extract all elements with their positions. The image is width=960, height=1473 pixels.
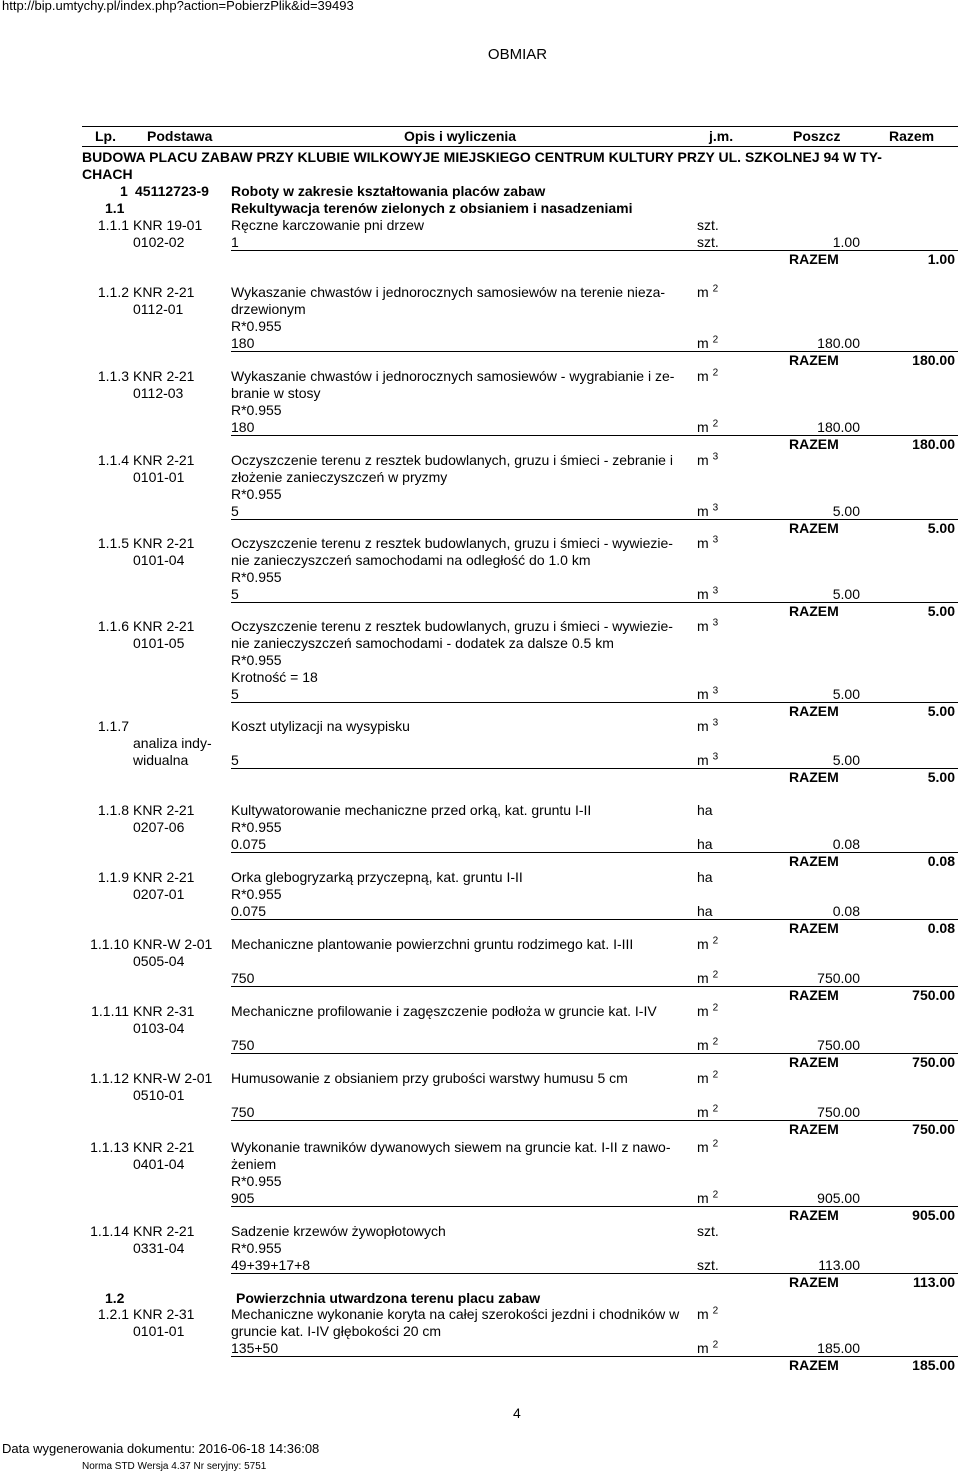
item-lp: 1.1.10 (90, 936, 129, 952)
section-1-2-lp: 1.2 (105, 1290, 125, 1306)
construction-name: BUDOWA PLACU ZABAW PRZY KLUBIE WILKOWYJE MIEJSKIEGO CENTRUM KULTURY PRZY UL. SZKOLNEJ 94 W TY- (82, 149, 882, 165)
item-separator (231, 702, 958, 703)
item-podstawa: 0112-03 (133, 385, 184, 401)
item-description: Mechaniczne profilowanie i zagęszczenie podłoża w gruncie kat. I-IV (231, 1003, 657, 1019)
item-unit: m $^2$ (697, 1138, 719, 1155)
item-description: Wykaszanie chwastów i jednorocznych samosiewów - wygrabianie i ze- (231, 368, 675, 384)
item-calc-unit: ha (697, 903, 713, 919)
item-separator (231, 519, 958, 520)
item-razem-label: RAZEM (789, 1207, 839, 1223)
item-calc-formula: R*0.955 (231, 569, 282, 585)
item-podstawa: KNR 2-21 (133, 869, 195, 885)
item-calc-value: 1 (231, 234, 239, 250)
item-podstawa: KNR 2-31 (133, 1306, 195, 1322)
item-razem-value: 750.00 (912, 987, 955, 1003)
item-unit: m $^2$ (697, 1305, 719, 1322)
item-podstawa: 0102-02 (133, 234, 185, 250)
item-lp: 1.2.1 (97, 1306, 129, 1322)
item-description: gruncie kat. I-IV głębokości 20 cm (231, 1323, 442, 1339)
item-podstawa: 0207-01 (133, 886, 185, 902)
item-razem-value: 180.00 (912, 436, 955, 452)
col-razem-header: Razem (889, 128, 935, 144)
header-top-rule (82, 126, 958, 127)
item-podstawa: analiza indy- (133, 735, 212, 751)
item-separator (231, 768, 958, 769)
item-separator (231, 1206, 958, 1207)
item-description: Mechaniczne plantowanie powierzchni gruntu rodzimego kat. I-III (231, 936, 634, 952)
item-podstawa: KNR 2-21 (133, 1139, 195, 1155)
item-razem-value: 5.00 (927, 703, 955, 719)
section-1-lp: 1 (120, 183, 128, 199)
item-description: Kultywatorowanie mechaniczne przed orką, kat. gruntu I-II (231, 802, 592, 818)
item-poszcz: 1.00 (832, 234, 860, 250)
item-poszcz: 5.00 (832, 752, 860, 768)
item-calc-value: 49+39+17+8 (231, 1257, 311, 1273)
item-separator (231, 1120, 958, 1121)
item-calc-value: 5 (231, 686, 239, 702)
item-unit: m $^2$ (697, 1002, 719, 1019)
item-lp: 1.1.11 (91, 1003, 129, 1019)
item-podstawa: KNR 2-21 (133, 802, 195, 818)
item-lp: 1.1.8 (97, 802, 129, 818)
item-razem-label: RAZEM (789, 703, 839, 719)
item-calc-formula: R*0.955 (231, 886, 282, 902)
item-unit: m $^2$ (697, 935, 719, 952)
item-podstawa: KNR-W 2-01 (133, 936, 213, 952)
item-lp: 1.1.13 (90, 1139, 129, 1155)
col-jm-header: j.m. (709, 128, 734, 144)
item-separator (231, 250, 958, 251)
item-poszcz: 180.00 (817, 335, 860, 351)
item-description: nie zanieczyszczeń samochodami - dodatek za dalsze 0.5 km (231, 635, 614, 651)
item-calc-formula: R*0.955 (231, 819, 282, 835)
item-poszcz: 750.00 (817, 1037, 860, 1053)
item-calc-value: 750 (231, 970, 255, 986)
item-razem-value: 5.00 (927, 520, 955, 536)
item-calc-unit: m $^2$ (697, 1036, 719, 1053)
item-calc-value: 135+50 (231, 1340, 279, 1356)
item-calc-unit: m $^3$ (697, 502, 719, 519)
item-razem-label: RAZEM (789, 1357, 839, 1373)
item-poszcz: 180.00 (817, 419, 860, 435)
item-poszcz: 750.00 (817, 970, 860, 986)
item-podstawa: 0510-01 (133, 1087, 185, 1103)
page-number: 4 (513, 1405, 521, 1421)
item-podstawa: KNR 2-21 (133, 368, 195, 384)
item-description: Oczyszczenie terenu z resztek budowlanych, gruzu i śmieci - zebranie i (231, 452, 673, 468)
item-razem-label: RAZEM (789, 436, 839, 452)
item-poszcz: 185.00 (817, 1340, 860, 1356)
item-podstawa: 0101-04 (133, 552, 185, 568)
item-podstawa: 0103-04 (133, 1020, 185, 1036)
item-separator (231, 351, 958, 352)
item-podstawa: 0401-04 (133, 1156, 185, 1172)
item-description: Oczyszczenie terenu z resztek budowlanych, gruzu i śmieci - wywiezie- (231, 535, 673, 551)
item-unit: m $^3$ (697, 617, 719, 634)
item-calc-unit: m $^2$ (697, 969, 719, 986)
item-razem-value: 5.00 (927, 603, 955, 619)
item-separator (231, 1053, 958, 1054)
item-razem-value: 185.00 (912, 1357, 955, 1373)
item-poszcz: 750.00 (817, 1104, 860, 1120)
item-calc-value: 905 (231, 1190, 255, 1206)
item-poszcz: 0.08 (832, 903, 860, 919)
item-calc-value: 180 (231, 419, 255, 435)
construction-name-cont: CHACH (82, 166, 133, 182)
item-razem-label: RAZEM (789, 769, 839, 785)
item-lp: 1.1.2 (97, 284, 129, 300)
item-description: Humusowanie z obsianiem przy grubości warstwy humusu 5 cm (231, 1070, 628, 1086)
source-url[interactable]: http://bip.umtychy.pl/index.php?action=PobierzPlik&id=39493 (2, 0, 354, 13)
item-description: Mechaniczne wykonanie koryta na całej szerokości jezdni i chodników w (231, 1306, 680, 1322)
item-separator (231, 852, 958, 853)
item-calc-unit: m $^2$ (697, 334, 719, 351)
item-calc-formula: R*0.955 (231, 318, 282, 334)
item-lp: 1.1.14 (90, 1223, 129, 1239)
item-calc-formula: R*0.955 (231, 486, 282, 502)
item-podstawa: 0505-04 (133, 953, 185, 969)
item-description: Sadzenie krzewów żywopłotowych (231, 1223, 446, 1239)
item-unit: m $^2$ (697, 367, 719, 384)
item-podstawa: 0331-04 (133, 1240, 185, 1256)
item-description: drzewionym (231, 301, 306, 317)
section-1-code: 45112723-9 (135, 183, 209, 199)
item-unit: m $^3$ (697, 534, 719, 551)
item-calc-value: 5 (231, 752, 239, 768)
col-opis-header: Opis i wyliczenia (404, 128, 517, 144)
item-calc-unit: m $^2$ (697, 1189, 719, 1206)
item-lp: 1.1.1 (97, 217, 129, 233)
item-calc-unit: ha (697, 836, 713, 852)
item-calc-formula: R*0.955 (231, 402, 282, 418)
item-podstawa: KNR 19-01 (133, 217, 203, 233)
item-podstawa: KNR 2-21 (133, 284, 195, 300)
item-razem-label: RAZEM (789, 920, 839, 936)
item-lp: 1.1.4 (97, 452, 129, 468)
item-calc-unit: m $^2$ (697, 1103, 719, 1120)
item-razem-value: 0.08 (927, 853, 955, 869)
item-description: Wykonanie trawników dywanowych siewem na gruncie kat. I-II z nawo- (231, 1139, 671, 1155)
item-razem-label: RAZEM (789, 1121, 839, 1137)
item-description: Koszt utylizacji na wysypisku (231, 718, 410, 734)
item-separator (231, 1273, 958, 1274)
item-unit: szt. (697, 217, 719, 233)
item-lp: 1.1.7 (97, 718, 129, 734)
item-razem-label: RAZEM (789, 1274, 839, 1290)
item-razem-value: 0.08 (927, 920, 955, 936)
item-unit: m $^2$ (697, 283, 719, 300)
item-podstawa: KNR 2-21 (133, 535, 195, 551)
item-calc-formula: R*0.955 (231, 652, 282, 668)
item-podstawa: KNR 2-31 (133, 1003, 195, 1019)
item-poszcz: 5.00 (832, 686, 860, 702)
item-poszcz: 5.00 (832, 586, 860, 602)
item-description: branie w stosy (231, 385, 321, 401)
item-calc-unit: m $^2$ (697, 1339, 719, 1356)
section-1-1-lp: 1.1 (105, 200, 125, 216)
item-razem-value: 905.00 (912, 1207, 955, 1223)
item-description: Wykaszanie chwastów i jednorocznych samosiewów na terenie nieza- (231, 284, 666, 300)
item-razem-value: 750.00 (912, 1054, 955, 1070)
item-calc-value: 0.075 (231, 903, 267, 919)
col-poszcz-header: Poszcz (793, 128, 841, 144)
item-separator (231, 986, 958, 987)
item-podstawa: 0101-01 (133, 469, 185, 485)
item-calc-value: 5 (231, 586, 239, 602)
footer-version: Norma STD Wersja 4.37 Nr seryjny: 5751 (82, 1461, 267, 1472)
item-razem-label: RAZEM (789, 352, 839, 368)
item-calc-value: 5 (231, 503, 239, 519)
item-podstawa: 0112-01 (133, 301, 184, 317)
item-podstawa: widualna (133, 752, 189, 768)
item-razem-label: RAZEM (789, 1054, 839, 1070)
item-calc-unit: m $^3$ (697, 685, 719, 702)
item-description: Oczyszczenie terenu z resztek budowlanych, gruzu i śmieci - wywiezie- (231, 618, 673, 634)
header-bottom-rule (82, 146, 958, 147)
col-podstawa-header: Podstawa (147, 128, 213, 144)
item-podstawa: 0207-06 (133, 819, 185, 835)
item-lp: 1.1.6 (97, 618, 129, 634)
item-poszcz: 5.00 (832, 503, 860, 519)
item-lp: 1.1.3 (97, 368, 129, 384)
item-razem-value: 750.00 (912, 1121, 955, 1137)
item-calc-unit: szt. (697, 1257, 719, 1273)
item-razem-value: 180.00 (912, 352, 955, 368)
item-unit: m $^3$ (697, 717, 719, 734)
section-1-2-name: Powierzchnia utwardzona terenu placu zabaw (236, 1290, 541, 1306)
item-separator (231, 602, 958, 603)
item-poszcz: 905.00 (817, 1190, 860, 1206)
item-podstawa: KNR-W 2-01 (133, 1070, 213, 1086)
document-title: OBMIAR (487, 46, 548, 63)
item-poszcz: 0.08 (832, 836, 860, 852)
item-calc-unit: m $^2$ (697, 418, 719, 435)
item-razem-label: RAZEM (789, 520, 839, 536)
item-podstawa: KNR 2-21 (133, 618, 195, 634)
footer-generated: Data wygenerowania dokumentu: 2016-06-18 14:36:08 (2, 1441, 320, 1456)
item-podstawa: 0101-05 (133, 635, 185, 651)
item-razem-value: 5.00 (927, 769, 955, 785)
item-razem-value: 113.00 (912, 1274, 955, 1290)
col-lp-header: Lp. (95, 128, 116, 144)
item-unit: szt. (697, 1223, 719, 1239)
item-calc-unit: m $^3$ (697, 585, 719, 602)
item-lp: 1.1.12 (90, 1070, 129, 1086)
item-podstawa: KNR 2-21 (133, 452, 195, 468)
item-razem-label: RAZEM (789, 853, 839, 869)
item-calc-formula: Krotność = 18 (231, 669, 318, 685)
item-razem-value: 1.00 (927, 251, 955, 267)
item-unit: ha (697, 802, 713, 818)
item-description: złożenie zanieczyszczeń w pryzmy (231, 469, 448, 485)
item-separator (231, 435, 958, 436)
item-razem-label: RAZEM (789, 987, 839, 1003)
item-calc-unit: szt. (697, 234, 719, 250)
item-calc-formula: R*0.955 (231, 1173, 282, 1189)
item-calc-formula: R*0.955 (231, 1240, 282, 1256)
item-razem-label: RAZEM (789, 251, 839, 267)
item-lp: 1.1.5 (97, 535, 129, 551)
item-separator (231, 919, 958, 920)
item-unit: m $^2$ (697, 1069, 719, 1086)
item-description: Ręczne karczowanie pni drzew (231, 217, 424, 233)
item-description: nie zanieczyszczeń samochodami na odległość do 1.0 km (231, 552, 591, 568)
item-calc-value: 750 (231, 1037, 255, 1053)
item-podstawa: 0101-01 (133, 1323, 185, 1339)
item-razem-label: RAZEM (789, 603, 839, 619)
item-unit: ha (697, 869, 713, 885)
item-podstawa: KNR 2-21 (133, 1223, 195, 1239)
item-calc-value: 180 (231, 335, 255, 351)
item-calc-value: 750 (231, 1104, 255, 1120)
item-poszcz: 113.00 (818, 1257, 860, 1273)
item-calc-value: 0.075 (231, 836, 267, 852)
item-lp: 1.1.9 (97, 869, 129, 885)
item-calc-unit: m $^3$ (697, 751, 719, 768)
item-description: żeniem (231, 1156, 277, 1172)
section-1-1-name: Rekultywacja terenów zielonych z obsianiem i nasadzeniami (231, 200, 633, 216)
item-separator (231, 1356, 958, 1357)
section-1-name: Roboty w zakresie kształtowania placów zabaw (231, 183, 546, 199)
item-unit: m $^3$ (697, 451, 719, 468)
item-description: Orka glebogryzarką przyczepną, kat. gruntu I-II (231, 869, 523, 885)
